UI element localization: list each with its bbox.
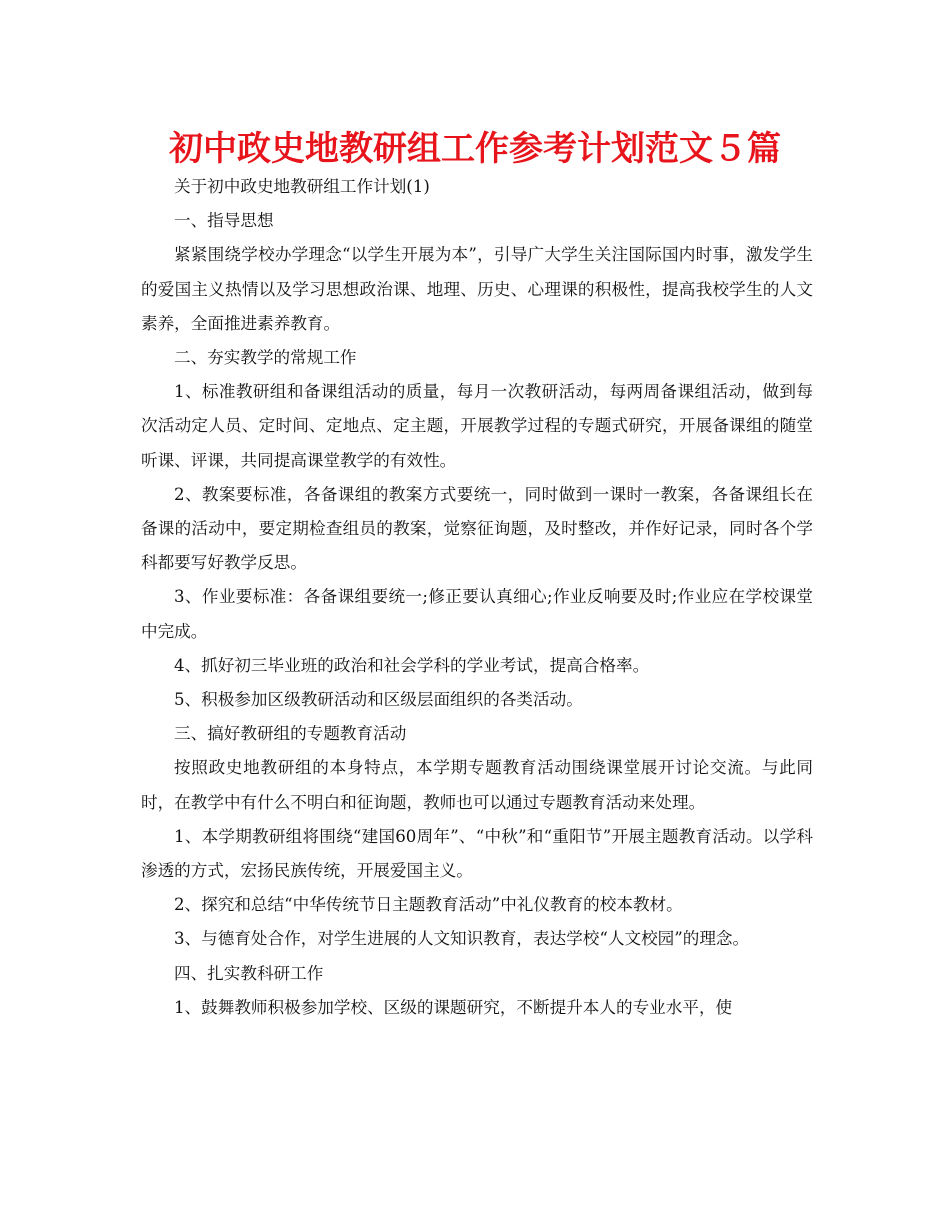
- document-body: [141, 170, 813, 1025]
- section-heading: 四、扎实教科研工作: [174, 963, 324, 983]
- section-heading: 三、搞好教研组的专题教育活动: [174, 724, 407, 744]
- section-heading: 二、夯实教学的常规工作: [174, 348, 357, 368]
- paragraph: 5、积极参加区级教研活动和区级层面组织的各类活动。: [174, 690, 583, 710]
- paragraph: 4、抓好初三毕业班的政治和社会学科的学业考试，提高合格率。: [174, 655, 650, 675]
- paragraph: 紧紧围绕学校办学理念“以学生开展为本”，引导广大学生关注国际国内时事，激发学生的爱国主义热情以及学习思想政治课、地理、历史、心理课的积极性，提高我校学生的人文素养，全面推进素养教育。: [141, 245, 813, 333]
- paragraph: 1、标准教研组和备课组活动的质量，每月一次教研活动，每两周备课组活动，做到每次活动定人员、定时间、定地点、定主题，开展教学过程的专题式研究，开展备课组的随堂听课、评课，共同提高课堂教学的有效性。: [141, 382, 813, 470]
- section-heading: 一、指导思想: [174, 211, 274, 231]
- paragraph: 2、教案要标准，各备课组的教案方式要统一，同时做到一课时一教案，各备课组长在备课的活动中，要定期检查组员的教案，觉察征询题，及时整改，并作好记录，同时各个学科都要写好教学反思。: [141, 484, 813, 573]
- paragraph: 关于初中政史地教研组工作计划(1): [174, 177, 430, 196]
- paragraph: 2、探究和总结“中华传统节日主题教育活动”中礼仪教育的校本教材。: [174, 895, 683, 915]
- paragraph: 1、鼓舞教师积极参加学校、区级的课题研究，不断提升本人的专业水平，使: [174, 997, 733, 1017]
- paragraph: 3、作业要标准：各备课组要统一;修正要认真细心;作业反响要及时;作业应在学校课堂中完成。: [141, 587, 813, 641]
- paragraph: 3、与德育处合作，对学生进展的人文知识教育，表达学校“人文校园”的理念。: [174, 929, 750, 949]
- paragraph: 1、本学期教研组将围绕“建国60周年”、“中秋”和“重阳节”开展主题教育活动。以学科渗透的方式，宏扬民族传统，开展爱国主义。: [141, 826, 813, 881]
- document-title: 初中政史地教研组工作参考计划范文５篇: [169, 129, 781, 169]
- paragraph: 按照政史地教研组的本身特点，本学期专题教育活动围绕课堂展开讨论交流。与此同时，在教学中有什么不明白和征询题，教师也可以通过专题教育活动来处理。: [141, 758, 813, 812]
